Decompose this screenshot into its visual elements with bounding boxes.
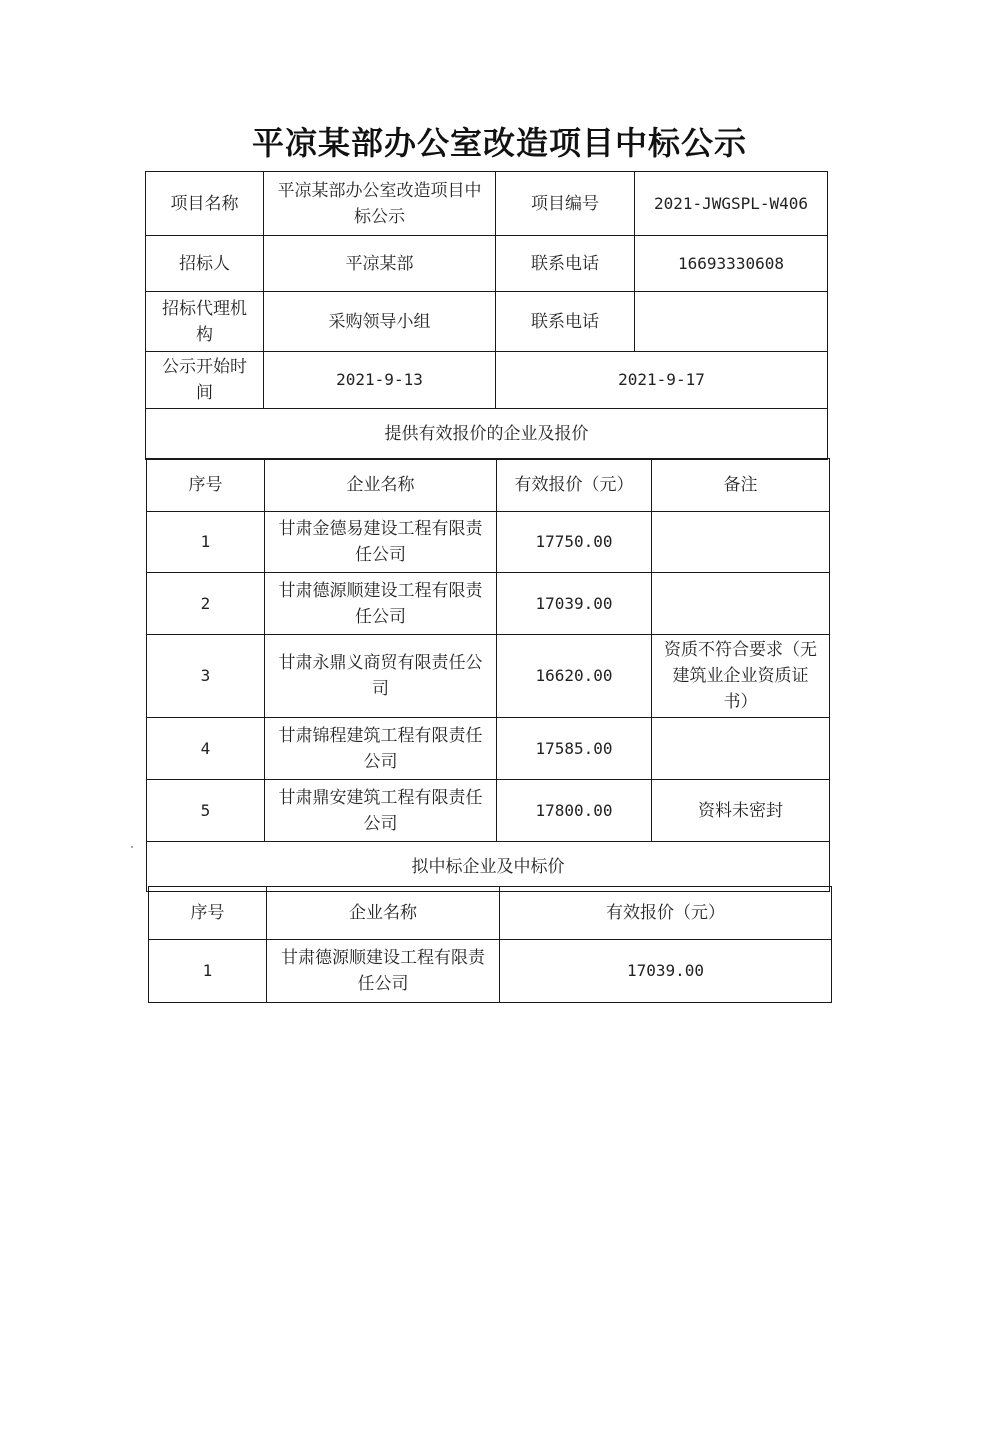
bid-price: 17039.00 bbox=[497, 573, 652, 635]
bid-company: 甘肃永鼎义商贸有限责任公司 bbox=[265, 635, 497, 718]
phone-value-2 bbox=[635, 292, 828, 352]
bids-header-no: 序号 bbox=[147, 459, 265, 512]
bid-company: 甘肃德源顺建设工程有限责任公司 bbox=[265, 573, 497, 635]
bids-section-title: 提供有效报价的企业及报价 bbox=[146, 409, 828, 460]
winner-section-title: 拟中标企业及中标价 bbox=[147, 842, 830, 892]
bid-no: 1 bbox=[147, 512, 265, 573]
project-name-label: 项目名称 bbox=[146, 172, 264, 236]
tenderer-value: 平凉某部 bbox=[264, 236, 496, 292]
bids-header-price: 有效报价（元） bbox=[497, 459, 652, 512]
bid-remark bbox=[652, 512, 830, 573]
winner-header-row bbox=[149, 887, 832, 940]
table-row bbox=[149, 940, 832, 1003]
period-row bbox=[146, 352, 828, 409]
agency-value: 采购领导小组 bbox=[264, 292, 496, 352]
bid-remark: 资质不符合要求（无建筑业企业资质证书） bbox=[652, 635, 830, 718]
winner-header-price: 有效报价（元） bbox=[500, 887, 832, 940]
project-no-value: 2021-JWGSPL-W406 bbox=[635, 172, 828, 236]
bid-remark bbox=[652, 573, 830, 635]
end-date: 2021-9-17 bbox=[496, 352, 828, 409]
agency-label: 招标代理机构 bbox=[146, 292, 264, 352]
phone-label-2: 联系电话 bbox=[496, 292, 635, 352]
bid-company: 甘肃锦程建筑工程有限责任公司 bbox=[265, 718, 497, 780]
table-row bbox=[147, 635, 830, 718]
bids-header-remark: 备注 bbox=[652, 459, 830, 512]
bids-header-company: 企业名称 bbox=[265, 459, 497, 512]
winner-price: 17039.00 bbox=[500, 940, 832, 1003]
bid-company: 甘肃金德易建设工程有限责任公司 bbox=[265, 512, 497, 573]
bid-price: 17800.00 bbox=[497, 780, 652, 842]
winner-header-company: 企业名称 bbox=[267, 887, 500, 940]
project-name-value: 平凉某部办公室改造项目中标公示 bbox=[264, 172, 496, 236]
bid-price: 17585.00 bbox=[497, 718, 652, 780]
bids-header-row bbox=[147, 459, 830, 512]
agency-row bbox=[146, 292, 828, 352]
bid-no: 4 bbox=[147, 718, 265, 780]
winner-table bbox=[148, 886, 832, 1003]
project-info-table bbox=[145, 171, 828, 460]
phone-value-1: 16693330608 bbox=[635, 236, 828, 292]
bid-price: 16620.00 bbox=[497, 635, 652, 718]
winner-section-row bbox=[147, 842, 830, 892]
table-row bbox=[147, 780, 830, 842]
winner-company: 甘肃德源顺建设工程有限责任公司 bbox=[267, 940, 500, 1003]
bid-no: 5 bbox=[147, 780, 265, 842]
bid-remark bbox=[652, 718, 830, 780]
document-title: 平凉某部办公室改造项目中标公示 bbox=[251, 124, 747, 162]
project-no-label: 项目编号 bbox=[496, 172, 635, 236]
scan-speck bbox=[131, 846, 133, 848]
table-row bbox=[147, 573, 830, 635]
bid-price: 17750.00 bbox=[497, 512, 652, 573]
tenderer-label: 招标人 bbox=[146, 236, 264, 292]
period-label: 公示开始时间 bbox=[146, 352, 264, 409]
bid-company: 甘肃鼎安建筑工程有限责任公司 bbox=[265, 780, 497, 842]
winner-no: 1 bbox=[149, 940, 267, 1003]
tenderer-row bbox=[146, 236, 828, 292]
bids-table bbox=[146, 458, 830, 892]
bid-remark: 资料未密封 bbox=[652, 780, 830, 842]
phone-label-1: 联系电话 bbox=[496, 236, 635, 292]
bids-section-row bbox=[146, 409, 828, 460]
start-date: 2021-9-13 bbox=[264, 352, 496, 409]
table-row bbox=[147, 718, 830, 780]
bid-no: 2 bbox=[147, 573, 265, 635]
project-name-row bbox=[146, 172, 828, 236]
table-row bbox=[147, 512, 830, 573]
winner-header-no: 序号 bbox=[149, 887, 267, 940]
bid-no: 3 bbox=[147, 635, 265, 718]
